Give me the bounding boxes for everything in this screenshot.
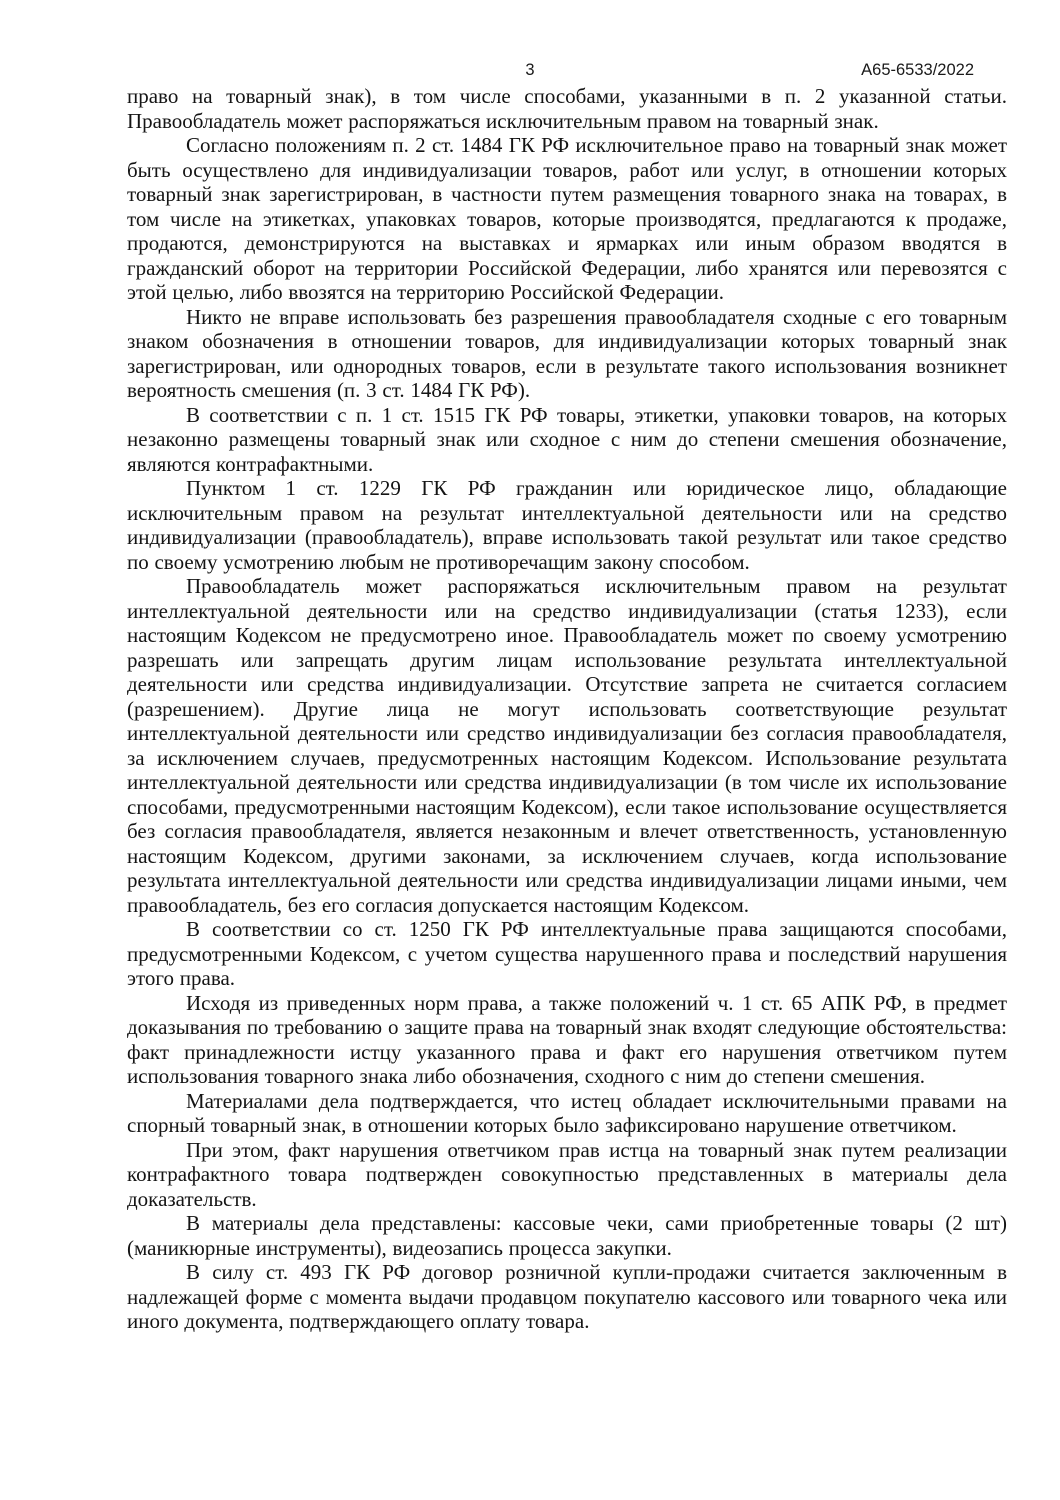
- paragraph: право на товарный знак), в том числе способами, указанными в п. 2 указанной статьи. Правообладатель может распоряжаться исключительным правом на товарный знак.: [127, 84, 1007, 133]
- paragraph: Материалами дела подтверждается, что истец обладает исключительными правами на спорный товарный знак, в отношении которых было зафиксировано нарушение ответчиком.: [127, 1088, 1007, 1137]
- paragraph: Правообладатель может распоряжаться исключительным правом на результат интеллектуальной деятельности или на средство индивидуализации (статья 1233), если настоящим Кодексом не предусмотрено иное. Правообладатель может по своему усмотрению разрешать или запрещать другим лицам использование результата интеллектуальной деятельности или средства индивидуализации. Отсутствие запрета не считается согласием (разрешением). Другие лица не могут использовать соответствующие результат интеллектуальной деятельности или средство индивидуализации без согласия правообладателя, за исключением случаев, предусмотренных настоящим Кодексом. Использование результата интеллектуальной деятельности или средства индивидуализации (в том числе их использование способами, предусмотренными настоящим Кодексом), если такое использование осуществляется без согласия правообладателя, является незаконным и влечет ответственность, установленную настоящим Кодексом, другими законами, за исключением случаев, когда использование результата интеллектуальной деятельности или средства индивидуализации лицами иными, чем правообладатель, без его согласия допускается настоящим Кодексом.: [127, 574, 1007, 917]
- page-number: 3: [525, 61, 535, 79]
- page-header: [0, 60, 1060, 82]
- paragraph: Никто не вправе использовать без разрешения правообладателя сходные с его товарным знаком обозначения в отношении товаров, для индивидуализации которых товарный знак зарегистрирован, или однородных товаров, если в результате такого использования возникнет вероятность смешения (п. 3 ст. 1484 ГК РФ).: [127, 304, 1007, 402]
- document-body: [127, 84, 1007, 1334]
- paragraph: При этом, факт нарушения ответчиком прав истца на товарный знак путем реализации контрафактного товара подтвержден совокупностью представленных в материалы дела доказательств.: [127, 1137, 1007, 1211]
- paragraph: В силу ст. 493 ГК РФ договор розничной купли-продажи считается заключенным в надлежащей форме с момента выдачи продавцом покупателю кассового или товарного чека или иного документа, подтверждающего оплату товара.: [127, 1260, 1007, 1333]
- paragraph: В материалы дела представлены: кассовые чеки, сами приобретенные товары (2 шт) (маникюрные инструменты), видеозапись процесса закупки.: [127, 1211, 1007, 1260]
- paragraph: Пунктом 1 ст. 1229 ГК РФ гражданин или юридическое лицо, обладающие исключительным правом на результат интеллектуальной деятельности или на средство индивидуализации (правообладатель), вправе использовать такой результат или такое средство по своему усмотрению любым не противоречащим закону способом.: [127, 476, 1007, 574]
- case-number: А65-6533/2022: [861, 61, 974, 79]
- paragraph: В соответствии со ст. 1250 ГК РФ интеллектуальные права защищаются способами, предусмотренными Кодексом, с учетом существа нарушенного права и последствий нарушения этого права.: [127, 917, 1007, 990]
- paragraph: В соответствии с п. 1 ст. 1515 ГК РФ товары, этикетки, упаковки товаров, на которых незаконно размещены товарный знак или сходное с ним до степени смешения обозначение, являются контрафактными.: [127, 402, 1007, 476]
- paragraph: Согласно положениям п. 2 ст. 1484 ГК РФ исключительное право на товарный знак может быть осуществлено для индивидуализации товаров, работ или услуг, в отношении которых товарный знак зарегистрирован, в частности путем размещения товарного знака на товарах, в том числе на этикетках, упаковках товаров, которые производятся, предлагаются к продаже, продаются, демонстрируются на выставках и ярмарках или иным образом вводятся в гражданский оборот на территории Российской Федерации, либо хранятся или перевозятся с этой целью, либо ввозятся на территорию Российской Федерации.: [127, 133, 1007, 304]
- paragraph: Исходя из приведенных норм права, а также положений ч. 1 ст. 65 АПК РФ, в предмет доказывания по требованию о защите права на товарный знак входят следующие обстоятельства: факт принадлежности истцу указанного права и факт его нарушения ответчиком путем использования товарного знака либо обозначения, сходного с ним до степени смешения.: [127, 990, 1007, 1088]
